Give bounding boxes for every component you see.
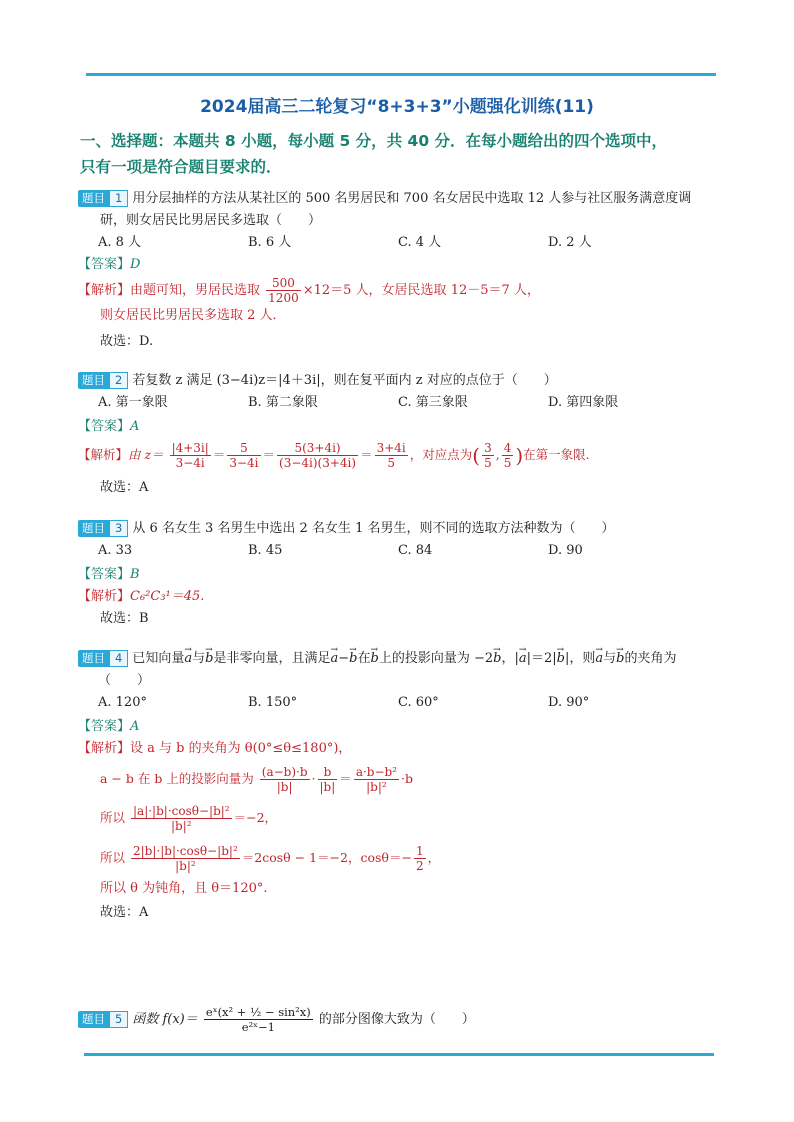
question-text-cont: （ ） (98, 673, 151, 688)
options-row (98, 392, 718, 414)
question-text: 从 6 名女生 3 名男生中选出 2 名女生 1 名男生，则不同的选取方法种数为（ ） (132, 521, 615, 536)
explain-label: 【解析】 (78, 283, 131, 298)
explanation: 【解析】由 z＝ $\frac{|4+3i|}{3-4i}$ ＝ $\frac{5}{3-4i}$ ＝ $\frac{5(3+4i)}{(3-4i)(3+4i)}$ ＝ $\frac{3+4i}{5}$ ，对应点为( $\frac{3}{5}$ , $\frac{4}{5}$ )在第一象限. (78, 441, 590, 470)
option-d[interactable]: D. 第四象限 (548, 395, 619, 410)
conclusion: 故选：D. (100, 334, 154, 349)
answer-line (78, 254, 718, 276)
option-d[interactable]: D. 90° (548, 695, 590, 710)
option-b[interactable]: B. 45 (248, 543, 283, 558)
options-row (98, 232, 718, 254)
option-c[interactable]: C. 84 (398, 543, 433, 558)
question-4: 题目 4 已知向量a →与b →是非零向量，且满足a →−b →在b →上的投影向量为 −2b →，|a →|＝2|b →|，则a →与b →的夹角为 （ ） A. 120° B. 150° C. 60° D. 90° 【答案】A 【解析】设 a 与 b 的夹角为 θ(0°≤θ≤180°)， a − b 在 b 上的投影向量为 $\frac{(a-b)\cdot b}{|b|}$ · $\frac{b}{|b|}$ ＝ $\frac{\text{a·b−b²}}{\text{|b|²}}$ ·b 所以 $\frac{\text{|a|·|b|·cosθ−|b|²}}{\text{|b|²}}$ ＝−2， 所以 $\frac{\text{2|b|·|b|·cosθ−|b|²}}{\text{|b|²}}$ ＝2cosθ − 1＝−2，cosθ＝− $\frac{1}{2}$ ， 所以 θ 为钝角，且 θ＝120°. 故选：A (78, 648, 718, 924)
question-number-badge: 题目 2 (78, 372, 128, 389)
explanation-line1: 【解析】设 a 与 b 的夹角为 θ(0°≤θ≤180°)， (78, 741, 352, 756)
explanation-line4: 所以 $\frac{\text{2|b|·|b|·cosθ−|b|²}}{\text{|b|²}}$ ＝2cosθ − 1＝−2，cosθ＝− $\frac{1}{2}$ ， (100, 844, 441, 873)
question-2 (78, 370, 718, 499)
conclusion: 故选：A (100, 479, 149, 495)
question-number-badge: 题目 1 (78, 190, 128, 207)
question-1 (78, 188, 718, 353)
answer-line: 【答案】B (78, 567, 140, 582)
question-number-badge: 题目 5 (78, 1011, 128, 1028)
answer-line: 【答案】A (78, 719, 140, 734)
explanation-line5: 所以 θ 为钝角，且 θ＝120°. (100, 881, 268, 896)
question-text-cont: 研，则女居民比男居民多选取（ ） (100, 213, 322, 228)
explanation-line3: 所以 $\frac{\text{|a|·|b|·cosθ−|b|²}}{\text{|b|²}}$ ＝−2， (100, 804, 278, 833)
option-b[interactable]: B. 6 人 (248, 235, 292, 250)
explanation: 【解析】C₆²C₃¹＝45. (78, 589, 205, 604)
option-d[interactable]: D. 2 人 (548, 235, 592, 250)
question-text: 若复数 z 满足 (3−4i)z＝|4＋3i|，则在复平面内 z 对应的点位于（ ） (132, 373, 557, 388)
answer-value: D (130, 257, 141, 272)
question-text: 用分层抽样的方法从某社区的 500 名男居民和 700 名女居民中选取 12 人参与社区服务满意度调 (132, 191, 692, 206)
option-c[interactable]: C. 60° (398, 695, 439, 710)
section-heading-line2: 只有一项是符合题目要求的． (80, 158, 282, 176)
option-a[interactable]: A. 120° (98, 695, 147, 710)
question-3 (78, 518, 718, 630)
section-heading (80, 128, 720, 180)
question-number-badge: 题目 4 (78, 650, 128, 667)
answer-label: 【答案】 (78, 257, 131, 272)
explanation-cont: 则女居民比男居民多选取 2 人． (100, 308, 286, 323)
section-heading-line1: 一、选择题：本题共 8 小题，每小题 5 分，共 40 分．在每小题给出的四个选项中， (80, 132, 668, 150)
footer-rule (84, 1053, 714, 1056)
explanation: 【解析】由题可知，男居民选取 $\frac{500}{1200}$ ×12＝5 人，女居民选取 12－5＝7 人， (78, 276, 540, 305)
conclusion: 故选：A (100, 905, 149, 920)
answer-line: 【答案】A (78, 419, 140, 434)
explanation-line2: a − b 在 b 上的投影向量为 $\frac{(a-b)\cdot b}{|b|}$ · $\frac{b}{|b|}$ ＝ $\frac{\text{a·b−b²}}{\text{|b|²}}$ ·b (100, 765, 413, 794)
option-d[interactable]: D. 90 (548, 543, 583, 558)
option-c[interactable]: C. 第三象限 (398, 395, 468, 410)
options-row (98, 540, 718, 562)
option-b[interactable]: B. 150° (248, 695, 298, 710)
header-rule (86, 73, 716, 76)
option-b[interactable]: B. 第二象限 (248, 395, 318, 410)
option-a[interactable]: A. 33 (98, 543, 133, 558)
conclusion: 故选：B (100, 611, 149, 626)
option-c[interactable]: C. 4 人 (398, 235, 442, 250)
option-a[interactable]: A. 第一象限 (98, 395, 168, 410)
page-title: 2024届高三二轮复习“8+3+3”小题强化训练(11) (200, 97, 594, 117)
option-a[interactable]: A. 8 人 (98, 235, 142, 250)
question-5: 题目 5 函数 f(x)＝ $\frac{\text{eˣ(x² + ½ − sin²x)}}{\text{e²ˣ−1}}$ 的部分图像大致为（ ） (78, 1002, 718, 1038)
question-number-badge: 题目 3 (78, 520, 128, 537)
options-row (98, 692, 718, 714)
